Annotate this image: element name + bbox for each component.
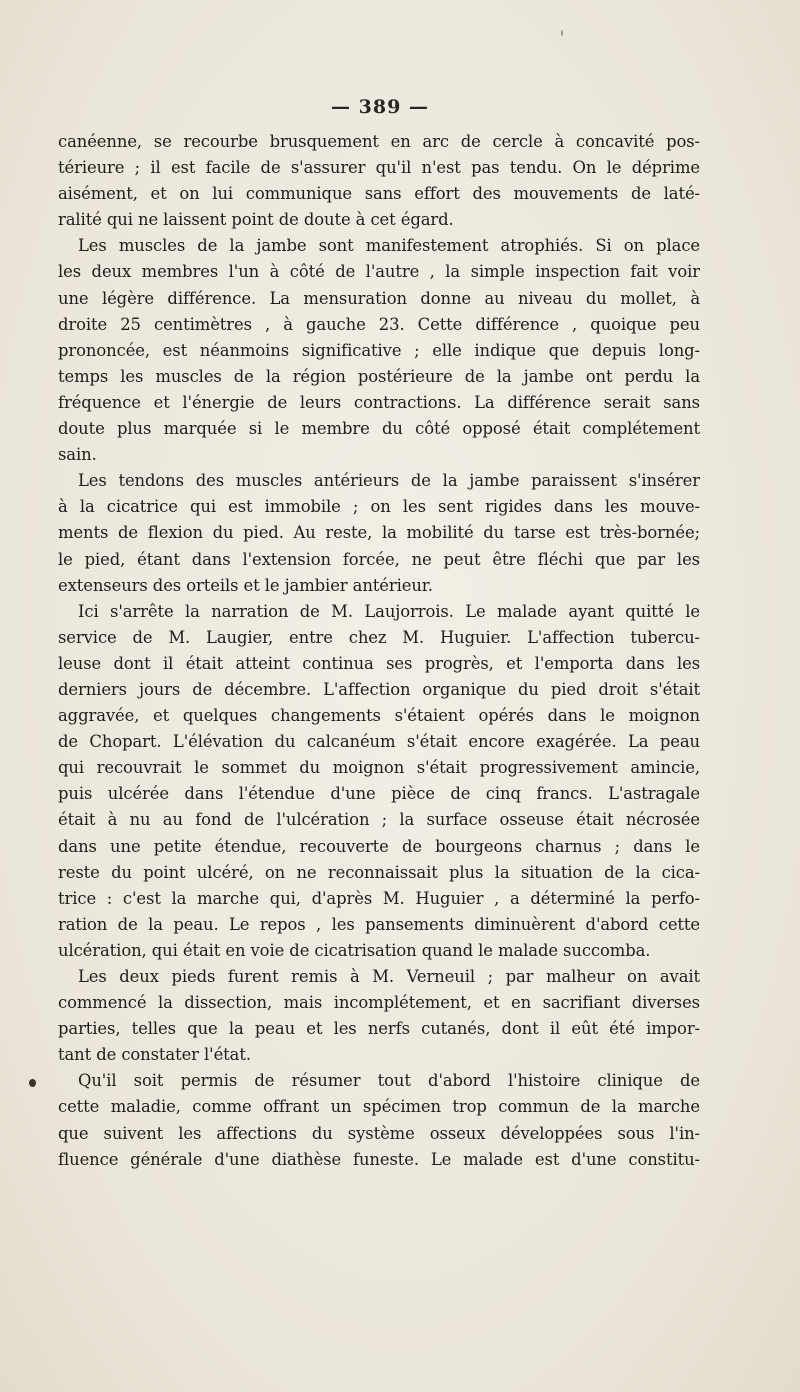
ink-blot [29,1079,36,1087]
text-line: leuse dont il était atteint continua ses progrès, et l'emporta dans les [58,653,700,673]
text-line: ralité qui ne laissent point de doute à cet égard. [58,210,454,230]
text-line: le pied, étant dans l'extension forcée, ne peut être fléchi que par les [58,549,700,569]
text-line: à la cicatrice qui est immobile ; on les sent rigides dans les mouve- [58,497,700,517]
text-line: aisément, et on lui communique sans effort des mouvements de laté- [58,184,700,204]
text-line: Les deux pieds furent remis à M. Verneuil ; par malheur on avait [78,967,700,986]
text-line: droite 25 centimètres , à gauche 23. Cette différence , quoique peu [58,314,700,334]
text-line: de Chopart. L'élévation du calcanéum s'était encore exagérée. La peau [58,732,700,752]
text-line: puis ulcérée dans l'étendue d'une pièce de cinq francs. L'astragale [58,784,700,804]
text-line: parties, telles que la peau et les nerfs cutanés, dont il eût été impor- [58,1019,700,1039]
text-line: Qu'il soit permis de résumer tout d'abord l'histoire clinique de [78,1071,700,1091]
body-text [58,129,700,1173]
page-number: — 389 — [331,96,429,118]
text-line: reste du point ulcéré, on ne reconnaissait plus la situation de la cica- [58,862,700,882]
text-line: dans une petite étendue, recouverte de bourgeons charnus ; dans le [58,836,700,856]
text-line: une légère différence. La mensuration donne au niveau du mollet, à [58,288,700,308]
text-line: Les tendons des muscles antérieurs de la jambe paraissent s'insérer [78,471,700,491]
text-line: ments de flexion du pied. Au reste, la mobilité du tarse est très-bornée; [58,523,700,543]
text-line: service de M. Laugier, entre chez M. Huguier. L'affection tubercu- [58,627,700,647]
text-line: doute plus marquée si le membre du côté opposé était complétement [58,419,700,439]
text-line: fréquence et l'énergie de leurs contractions. La différence serait sans [58,392,700,412]
text-line: prononcée, est néanmoins significative ; elle indique que depuis long- [58,340,700,360]
text-line: commencé la dissection, mais incomplétement, et en sacrifiant diverses [58,993,700,1013]
text-line: extenseurs des orteils et le jambier antérieur. [58,575,433,595]
text-line: ulcération, qui était en voie de cicatrisation quand le malade succomba. [58,940,651,960]
text-line: temps les muscles de la région postérieure de la jambe ont perdu la [58,366,700,386]
paper-speck [561,30,563,36]
text-line: derniers jours de décembre. L'affection organique du pied droit s'était [58,679,700,699]
text-line: ration de la peau. Le repos , les pansements diminuèrent d'abord cette [58,914,700,934]
text-line: térieure ; il est facile de s'assurer qu'il n'est pas tendu. On le déprime [58,158,700,178]
text-line: fluence générale d'une diathèse funeste. Le malade est d'une constitu- [58,1149,700,1169]
text-line: sain. [58,445,97,465]
text-line: qui recouvrait le sommet du moignon s'était progressivement amincie, [58,758,700,778]
text-line: aggravée, et quelques changements s'étaient opérés dans le moignon [58,706,700,726]
text-line: les deux membres l'un à côté de l'autre , la simple inspection fait voir [58,262,700,282]
text-line: Les muscles de la jambe sont manifestement atrophiés. Si on place [78,236,700,256]
text-line: que suivent les affections du système osseux développées sous l'in- [58,1123,700,1143]
text-line: était à nu au fond de l'ulcération ; la surface osseuse était nécrosée [58,810,700,830]
text-line: Ici s'arrête la narration de M. Laujorrois. Le malade ayant quitté le [78,601,700,621]
text-line: tant de constater l'état. [58,1045,251,1065]
text-line: trice : c'est la marche qui, d'après M. Huguier , a déterminé la perfo- [58,888,700,908]
text-line: canéenne, se recourbe brusquement en arc de cercle à concavité pos- [58,132,700,151]
text-line: cette maladie, comme offrant un spécimen trop commun de la marche [58,1097,700,1117]
